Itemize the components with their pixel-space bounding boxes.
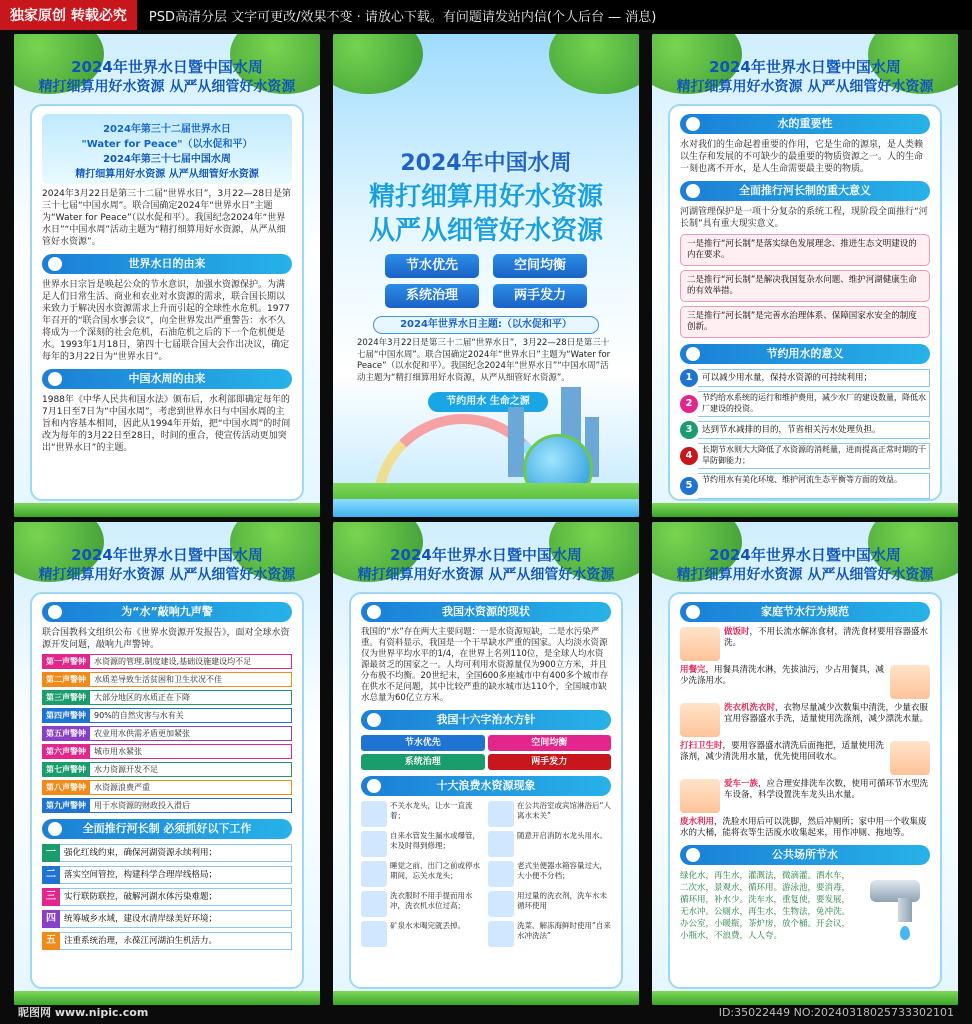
content-card [32, 594, 302, 987]
numbered-item [680, 391, 930, 417]
illustration-icon [361, 831, 387, 857]
family-tip [680, 665, 930, 699]
item-number: 四 [42, 910, 60, 928]
section-header [680, 602, 930, 622]
numbered-item [680, 443, 930, 469]
section-title: 全面推行河长制的重大意义 [739, 184, 871, 197]
item-text: 强化红线约束，确保河湖资源永续利用； [60, 844, 292, 862]
tip-text: ，不用长流水解冻食材，清洗食材要用容器盛水洗。 [724, 627, 929, 648]
item-text: 达到节水减排的目的，节省相关污水处理负担。 [698, 421, 930, 439]
panel-heading-line1: 2024年世界水日暨中国水周 [709, 58, 901, 76]
illustration-icon [890, 741, 930, 775]
warning-bell-item [42, 654, 292, 669]
illustration-icon [488, 801, 514, 827]
waste-text: 矿泉水未喝完就丢掉。 [390, 921, 465, 930]
info-box: 二是推行“河长制”是解决我国复杂水问题、维护河湖健康生命的有效举措。 [680, 270, 930, 302]
illustration-icon [361, 861, 387, 887]
family-tip [680, 817, 930, 839]
bell-label: 第九声警钟 [42, 798, 90, 813]
illustration-icon [488, 861, 514, 887]
section-header [42, 602, 292, 622]
bell-text: 水资源的管理,制度建设,基础设施建设均不足 [90, 654, 292, 669]
warning-bell-item [42, 690, 292, 705]
section-header [361, 602, 611, 622]
section-text: 世界水日宗旨是唤起公众的节水意识，加强水资源保护。为满足人们日常生活、商业和农业对水资源的需求，联合国长期以来致力于解决因水资源需求上升而引起的全球性水危机。1977年召开的“联合国水事会议”，向全世界发出严重警告：水不久将成为一个深刻的社会危机，石油危机之后的下一个危机便是水。1993年1月18日，第四十七届联合国大会作出决议，确定每年的3月22日为“世界水日”。 [42, 280, 290, 362]
earth-icon [686, 117, 700, 131]
bell-text: 用于水资源的财政投入滑后 [90, 798, 292, 813]
section-text: 河湖管理保护是一项十分复杂的系统工程，现阶段全面推行“河长制”具有重大现实意义。 [680, 207, 928, 229]
banner-line: "Water for Peace"（以水促和平） [81, 139, 253, 150]
illustration-icon [680, 779, 720, 813]
tip-highlight: 废水利用 [680, 817, 715, 827]
tip-highlight: 爱车一族 [724, 779, 759, 789]
numbered-item [42, 866, 292, 884]
section-header [680, 114, 930, 134]
footer [0, 1000, 972, 1024]
poster-title: 2024年中国水周 [400, 151, 572, 176]
family-tip [680, 703, 930, 737]
copyright-tag: 独家原创 转载必究 [0, 0, 137, 30]
section-header [42, 254, 292, 274]
panel-heading-line2: 精打细算用好水资源 从严从细管好水资源 [676, 567, 934, 583]
section-title: 为“水”敲响九声警 [121, 605, 213, 618]
warning-bell-item [42, 762, 292, 777]
item-text: 实行联防联控，破解河湖水体污染难题； [60, 888, 292, 906]
waste-text: 不关水龙头，让水一直流着； [390, 801, 473, 820]
family-tip [680, 779, 930, 813]
item-number: 三 [42, 888, 60, 906]
slogan-badge: 节约用水 生命之源 [428, 392, 548, 412]
tip-text: ，洗脸水用后可以洗脚，然后冲厕所；家中用一个收集废水的大桶，能将衣等生活废水收集起来，用作冲厕、拖地等。 [680, 817, 927, 838]
top-bar [0, 0, 972, 30]
numbered-item [42, 910, 292, 928]
bell-text: 90%的自然灾害与水有关 [90, 708, 292, 723]
leaves-decoration [333, 34, 423, 94]
numbered-item [680, 421, 930, 439]
numbered-item [42, 844, 292, 862]
section-header [680, 344, 930, 364]
section-title: 世界水日的由来 [128, 257, 206, 270]
panel-heading-line1: 2024年世界水日暨中国水周 [709, 546, 901, 564]
illustration-icon [361, 891, 387, 917]
numbered-item [680, 369, 930, 387]
section-header [361, 776, 611, 796]
poster-panel-3 [652, 34, 958, 517]
earth-icon [48, 605, 62, 619]
policy-cell: 空间均衡 [488, 735, 612, 751]
bell-label: 第三声警钟 [42, 690, 90, 705]
warning-bell-item [42, 672, 292, 687]
illustration-icon [890, 665, 930, 699]
poster-panel-1 [14, 34, 320, 517]
bell-label: 第七声警钟 [42, 762, 90, 777]
earth-icon [686, 184, 700, 198]
policy-cell: 节水优先 [361, 735, 485, 751]
poster-panel-6 [652, 522, 958, 1005]
policy-pill: 两手发力 [493, 284, 587, 308]
tip-text: ，用餐具清洗水淋，先拔油污，少占用餐具，减少洗涤用水。 [680, 665, 885, 686]
section-text: 1988年《中华人民共和国水法》颁布后，水利部即确定每年的7月1日至7日为“中国水周”，考虑到世界水日与中国水周的主旨和内容基本相同，因此从1994年开始，把“中国水周”的时间改为每年的3月22日至28日，时间的重合，使宣传活动更加突出“世界水日”的主题。 [42, 395, 291, 453]
content-card [670, 106, 940, 499]
theme-banner [42, 114, 292, 184]
family-tip [680, 741, 930, 775]
public-saving-text: 绿化水，再生水，灌溉法，微滴灌。洒水车，二次水，景观水，循环用。游泳池，要消毒，循环用，补水少。洗车水，重复使，要发展，无水冲。公厕水，再生水，生物法，免冲洗。办公室，小暖瓶，茶炉房，放个桶。开会议，小瓶水，不浪费，人人夸。 [680, 871, 851, 941]
faucet-icon [860, 870, 930, 950]
poster-panel-5 [333, 522, 639, 1005]
waste-text: 在公共浴室或宾馆淋浴后“人离水未关” [517, 801, 611, 820]
section-header [42, 369, 292, 389]
bell-text: 水力资源开发不足 [90, 762, 292, 777]
policy-pill: 空间均衡 [493, 254, 587, 278]
section-title: 全面推行河长制 必须抓好以下工作 [82, 822, 252, 835]
panel-heading-line2: 精打细算用好水资源 从严从细管好水资源 [38, 567, 296, 583]
item-text: 落实空间管控，构建科学合理岸线格局； [60, 866, 292, 884]
item-number: 1 [680, 369, 698, 387]
item-text: 长期节水则大大降低了水资源的消耗量，进而提高正常时期的干旱防御能力； [698, 443, 930, 469]
section-title: 十大浪费水资源现象 [436, 779, 536, 792]
bell-text: 城市用水紧张 [90, 744, 292, 759]
waste-item [361, 921, 484, 947]
illustration-icon [680, 703, 720, 737]
panel-heading-line1: 2024年世界水日暨中国水周 [71, 58, 263, 76]
waste-item [488, 921, 611, 947]
illustration-icon [361, 921, 387, 947]
item-number: 5 [680, 477, 698, 495]
bell-label: 第二声警钟 [42, 672, 90, 687]
section-title: 我国水资源的现状 [442, 605, 530, 618]
intro-text: 2024年3月22日是第三十二届“世界水日”，3月22—28日是第三十七届“中国水周”。联合国确定2024年“世界水日”主题为“Water for Peace”（以水促和平）。我国纪念2024年“世界水日”“中国水周”活动主题为“精打细算用好水资源，从严从细管好水资源”。 [42, 189, 292, 247]
illustration-icon [361, 801, 387, 827]
item-number: 五 [42, 932, 60, 950]
policy-grid [361, 735, 611, 770]
section-header [361, 710, 611, 730]
bell-text: 大部分地区的水质正在下降 [90, 690, 292, 705]
image-id: ID:35022449 NO:20240318025733302101 [718, 1005, 954, 1019]
numbered-item [42, 888, 292, 906]
poster-subtitle: 精打细算用好水资源 [368, 182, 603, 212]
banner-line: 精打细算用好水资源 从严从细管好水资源 [75, 169, 259, 180]
earth-icon [686, 347, 700, 361]
section-header [42, 819, 292, 839]
illustration-icon [488, 831, 514, 857]
item-number: 一 [42, 844, 60, 862]
tip-text: ，要用容器盛水清洗后面拖把，适量使用洗涤剂，减少清洗用水量，优先使用回收水。 [680, 741, 885, 762]
section-title: 我国十六字治水方针 [436, 713, 536, 726]
bell-text: 水资源浪费严重 [90, 780, 292, 795]
banner-line: 2024年第三十七届中国水周 [103, 154, 231, 165]
tip-highlight: 用餐完 [680, 665, 706, 675]
bell-text: 农业用水供需矛盾更加紧张 [90, 726, 292, 741]
poster-subtitle: 从严从细管好水资源 [368, 216, 603, 246]
bell-label: 第六声警钟 [42, 744, 90, 759]
section-text: 联合国教科文组织公布《世界水资源开发报告》，面对全球水资源开发问题，敲响九声警钟。 [42, 628, 290, 650]
tip-highlight: 打扫卫生时 [680, 741, 723, 751]
poster-body-text: 2024年3月22日是第三十二届“世界水日”，3月22—28日是第三十七届“中国水周”。联合国确定2024年“世界水日”主题为“Water for Peace”（以水促和平）。我国纪念2024年“世界水日”“中国水周”活动主题为“精打细算用好水资源，从严从细管好水资源”。 [357, 338, 611, 383]
earth-icon [686, 605, 700, 619]
item-text: 注重系统治理，永葆江河湖泊生机活力。 [60, 932, 292, 950]
section-header [680, 181, 930, 201]
panel-heading-line2: 精打细算用好水资源 从严从细管好水资源 [38, 79, 296, 95]
illustration-icon [488, 891, 514, 917]
earth-icon [48, 257, 62, 271]
section-title: 节约用水的意义 [766, 347, 844, 360]
waste-item [488, 891, 611, 917]
waste-text: 随意开启消防水龙头用水。 [517, 831, 607, 840]
item-text: 节约用水有美化环境、维护河流生态平衡等方面的效益。 [698, 473, 930, 499]
section-header [680, 845, 930, 865]
waste-text: 用过量的洗衣剂，洗车水未循环使用 [517, 891, 607, 910]
tip-text: ，应合理安排洗车次数，使用可循环节水型洗车设备，科学设置洗车龙头出水量。 [724, 779, 929, 800]
section-title: 中国水周的由来 [128, 372, 206, 385]
item-number: 二 [42, 866, 60, 884]
water-decoration [333, 499, 639, 517]
tip-highlight: 洗衣机洗衣时 [724, 703, 776, 713]
warning-bell-item [42, 744, 292, 759]
content-card [351, 594, 621, 987]
section-text: 我国的“水”存在两大主要问题：一是水资源短缺，二是水污染严重。有资料显示，我国是一个干旱缺水严重的国家。人均淡水资源仅为世界平均水平的1/4，在世界上名列110位，是全球人均水资源最贫乏的国家之一。人均可利用水资源量仅为900立方米，并且分布极不均衡。20世纪末，全国600多座城市中有400多个城市存在供水不足问题，其中比较严重的缺水城市达110个，全国城市缺水总量为60亿立方米。 [361, 627, 609, 703]
earth-icon [48, 822, 62, 836]
section-title: 水的重要性 [777, 117, 833, 130]
tip-highlight: 做饭时 [724, 627, 750, 637]
building-decoration [508, 407, 524, 477]
warning-bell-item [42, 726, 292, 741]
banner-line: 2024年第三十二届世界水日 [103, 124, 231, 135]
waste-item [361, 801, 484, 827]
waste-item [361, 861, 484, 887]
poster-panel-4 [14, 522, 320, 1005]
public-saving [680, 870, 930, 950]
waste-text: 洗衣服时不用手提而用水冲，洗衣机水位过高； [390, 891, 473, 910]
warning-bell-item [42, 780, 292, 795]
section-text: 水对我们的生命起着重要的作用，它是生命的源泉，是人类赖以生存和发展的不可缺少的最重要的物质资源之一。人的生命一刻也离不开水，是人生命需要最主要的物质。 [680, 140, 924, 174]
waste-text: 自来水管发生漏水或爆管，未及时得到修理； [390, 831, 480, 850]
numbered-item [680, 473, 930, 499]
bell-label: 第八声警钟 [42, 780, 90, 795]
poster-panel-2 [333, 34, 639, 517]
grass-decoration [14, 503, 320, 517]
waste-item [361, 831, 484, 857]
leaves-decoration [549, 34, 639, 94]
bell-text: 水质差导致生活贫困和卫生状况不佳 [90, 672, 292, 687]
panel-heading-line1: 2024年世界水日暨中国水周 [390, 546, 582, 564]
earth-icon [367, 779, 381, 793]
illustration-icon [680, 627, 720, 661]
water-drop-icon [900, 926, 910, 940]
info-box: 三是推行“河长制”是完善水治理体系、保障国家水安全的制度创新。 [680, 306, 930, 338]
item-number: 2 [680, 395, 698, 413]
warning-bell-item [42, 708, 292, 723]
waste-item [361, 891, 484, 917]
numbered-item [42, 932, 292, 950]
illustration-icon [488, 921, 514, 947]
item-number: 4 [680, 447, 698, 465]
waste-item [488, 861, 611, 887]
theme-label: 2024年世界水日主题:（以水促和平） [373, 316, 599, 334]
earth-icon [686, 848, 700, 862]
content-card [32, 106, 302, 499]
policy-cell: 两手发力 [488, 754, 612, 770]
waste-list [361, 801, 611, 947]
content-card [670, 594, 940, 987]
policy-pill: 系统治理 [385, 284, 479, 308]
earth-icon [367, 713, 381, 727]
waste-item [488, 801, 611, 827]
waste-text: 老式坐便器水箱容量过大，大小便不分档； [517, 861, 607, 880]
panel-heading-line2: 精打细算用好水资源 从严从细管好水资源 [357, 567, 615, 583]
item-number: 3 [680, 421, 698, 439]
section-title: 家庭节水行为规范 [761, 605, 849, 618]
panel-heading-line1: 2024年世界水日暨中国水周 [71, 546, 263, 564]
warning-bell-item [42, 798, 292, 813]
waste-text: 洗菜、解冻海鲜时使用“自来水冲洗法” [517, 921, 611, 940]
earth-icon [48, 372, 62, 386]
policy-pill: 节水优先 [385, 254, 479, 278]
info-box: 一是推行“河长制”是落实绿色发展理念、推进生态文明建设的内在要求。 [680, 234, 930, 266]
item-text: 可以减少用水量，保持水资源的可持续利用； [698, 369, 930, 387]
tip-text: ，衣物尽量减少次数集中清洗，少量衣服宜用容器盛水手洗，适量使用洗涤剂，减少漂洗水量。 [724, 703, 929, 724]
watermark-logo: 昵图网 www.nipic.com [18, 1006, 149, 1019]
waste-text: 睡觉之前、出门之前或停水期间，忘关水龙头； [390, 861, 480, 880]
earth-icon [367, 605, 381, 619]
bell-label: 第五声警钟 [42, 726, 90, 741]
item-text: 节约给水系统的运行和维护费用，减少水厂的建设数量，降低水厂建设的投资。 [698, 391, 930, 417]
family-tip [680, 627, 930, 661]
item-text: 统筹城乡水域，建设水清岸绿美好环境； [60, 910, 292, 928]
grass-decoration [652, 503, 958, 517]
panel-heading-line2: 精打细算用好水资源 从严从细管好水资源 [676, 79, 934, 95]
policy-cell: 系统治理 [361, 754, 485, 770]
bell-label: 第四声警钟 [42, 708, 90, 723]
section-title: 公共场所节水 [772, 848, 838, 861]
waste-item [488, 831, 611, 857]
bell-label: 第一声警钟 [42, 654, 90, 669]
notice-text: PSD高清分层 文字可更改/效果不变 · 请放心下载。有问题请发站内信(个人后台 — 消息) [148, 9, 657, 25]
